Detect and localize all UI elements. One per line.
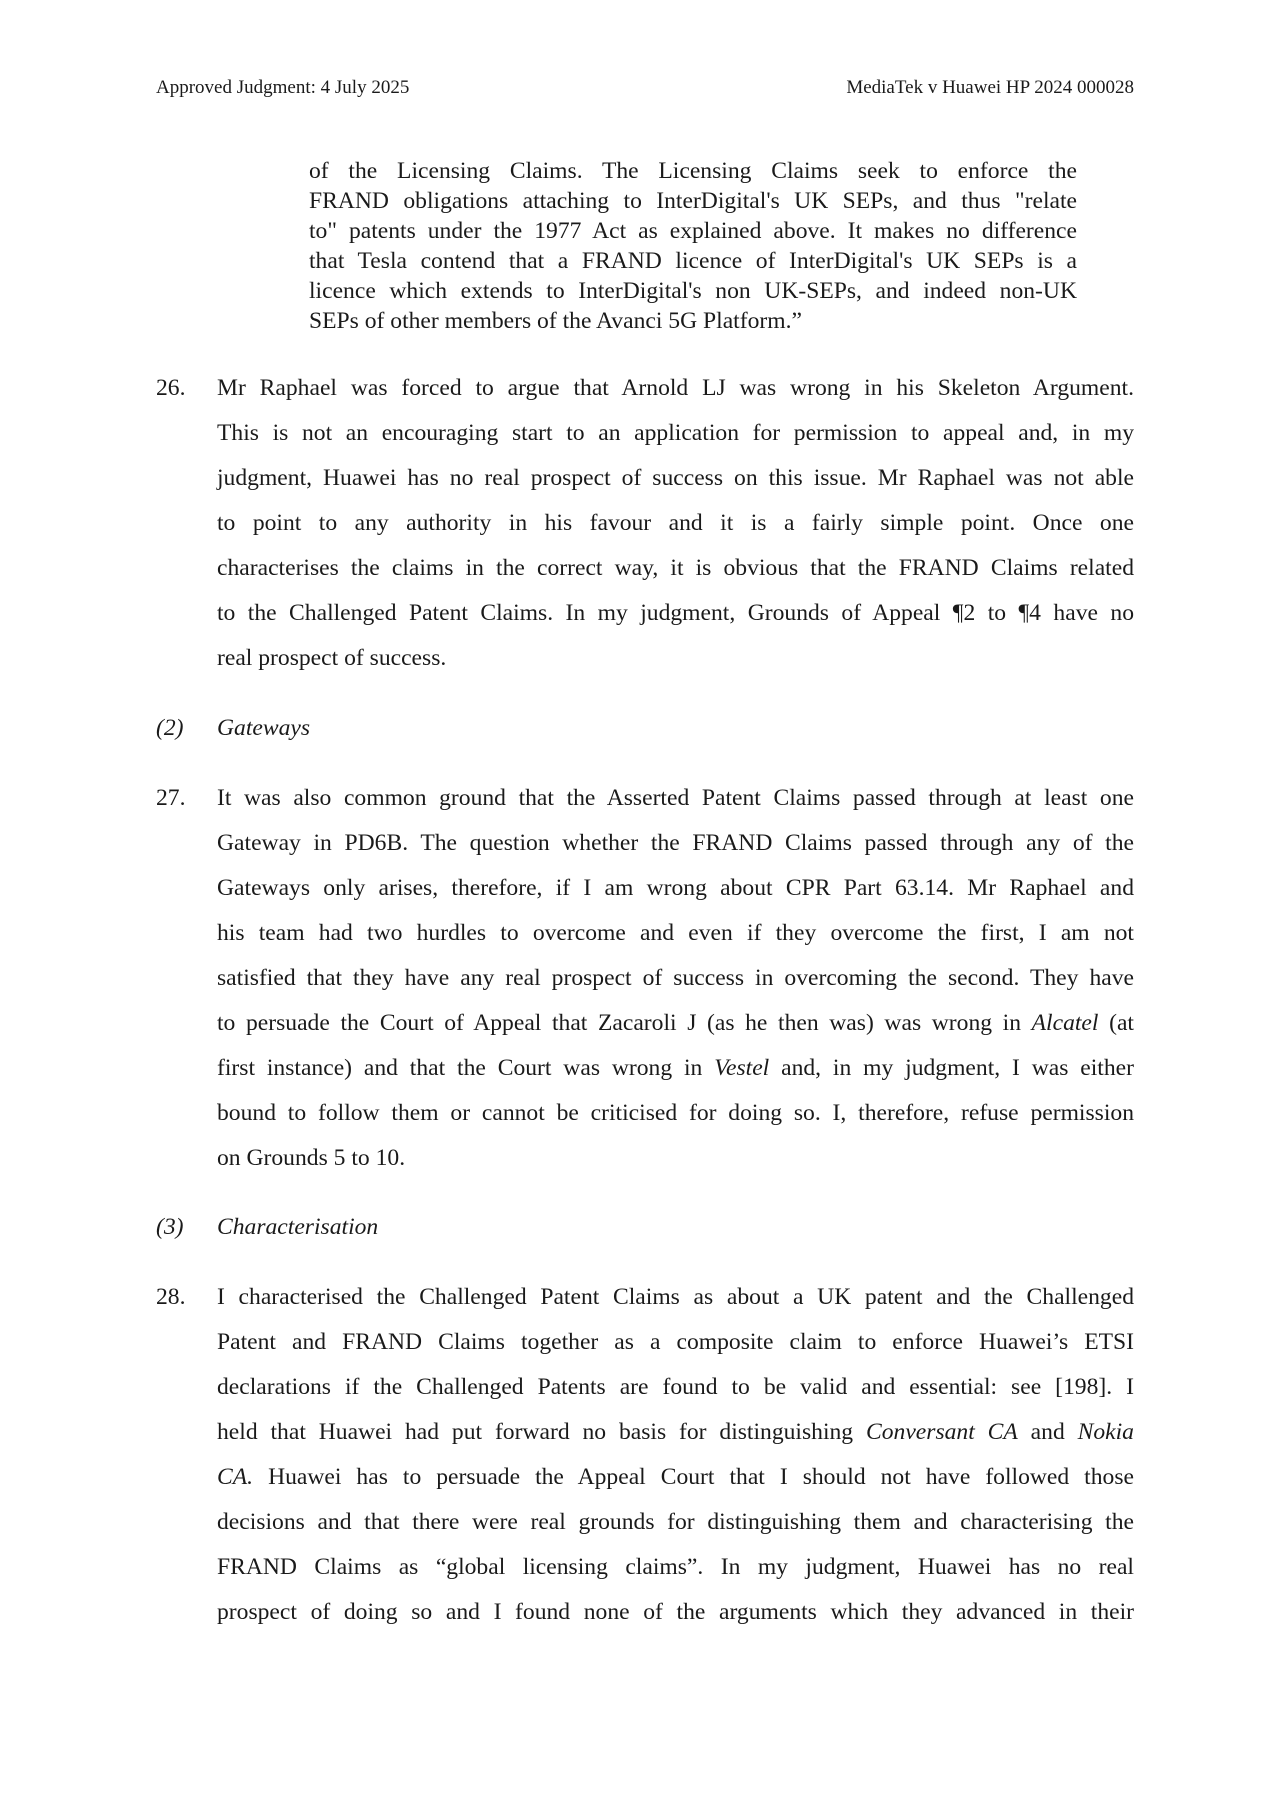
case-name: CA.	[217, 1464, 254, 1490]
paragraph-line: Gateway in PD6B. The question whether the FRAND Claims passed through any of the	[217, 830, 1134, 856]
text-run: and, in my judgment, I was either	[781, 1055, 1134, 1081]
case-name: Alcatel	[1031, 1010, 1099, 1036]
paragraph-line: FRAND Claims as “global licensing claims”. In my judgment, Huawei has no real	[217, 1554, 1134, 1580]
text-run: and	[1030, 1419, 1065, 1445]
paragraph-line: judgment, Huawei has no real prospect of success on this issue. Mr Raphael was not able	[217, 465, 1134, 491]
paragraph-line: Patent and FRAND Claims together as a composite claim to enforce Huawei’s ETSI	[217, 1329, 1134, 1355]
case-name: Conversant CA	[865, 1419, 1018, 1445]
paragraph-line: on Grounds 5 to 10.	[217, 1145, 406, 1171]
paragraph-line: decisions and that there were real grounds for distinguishing them and characterising the	[217, 1509, 1134, 1535]
paragraph-line: prospect of doing so and I found none of the arguments which they advanced in their	[217, 1599, 1134, 1625]
paragraph-line	[217, 1455, 1134, 1500]
paragraph-line: Gateways only arises, therefore, if I am wrong about CPR Part 63.14. Mr Raphael and	[217, 875, 1134, 901]
case-name: Nokia	[1077, 1419, 1134, 1445]
text-run: first instance) and that the Court was wrong in	[217, 1055, 703, 1081]
header-judgment-date: Approved Judgment: 4 July 2025	[156, 77, 410, 98]
paragraph-line: Mr Raphael was forced to argue that Arnold LJ was wrong in his Skeleton Argument.	[217, 375, 1134, 401]
text-run: (at	[1109, 1010, 1134, 1036]
quote-line: that Tesla contend that a FRAND licence of InterDigital's UK SEPs is a	[309, 248, 1077, 274]
paragraph-line	[217, 1410, 1134, 1455]
paragraph-body	[217, 776, 1134, 1181]
paragraph-line: This is not an encouraging start to an application for permission to appeal and, in my	[217, 420, 1134, 446]
paragraph-number: 27.	[156, 785, 186, 811]
text-run: Huawei has to persuade the Appeal Court that I should not have followed those	[268, 1464, 1134, 1490]
paragraph-line: I characterised the Challenged Patent Claims as about a UK patent and the Challenged	[217, 1284, 1134, 1310]
header-case-reference: MediaTek v Huawei HP 2024 000028	[846, 77, 1134, 98]
section-title: Characterisation	[217, 1214, 379, 1240]
quote-line: of the Licensing Claims. The Licensing Claims seek to enforce the	[309, 158, 1077, 184]
paragraph-line: satisfied that they have any real prospect of success in overcoming the second. They have	[217, 965, 1134, 991]
section-title: Gateways	[217, 715, 311, 741]
section-number: (3)	[156, 1214, 184, 1240]
paragraph-body	[217, 1275, 1134, 1635]
paragraph-line: It was also common ground that the Asserted Patent Claims passed through at least one	[217, 785, 1134, 811]
quote-line: FRAND obligations attaching to InterDigital's UK SEPs, and thus "relate	[309, 188, 1077, 214]
paragraph-line: declarations if the Challenged Patents are found to be valid and essential: see [198]. I	[217, 1374, 1134, 1400]
paragraph-line: bound to follow them or cannot be criticised for doing so. I, therefore, refuse permission	[217, 1100, 1134, 1126]
paragraph-line: real prospect of success.	[217, 645, 447, 671]
text-run: held that Huawei had put forward no basis for distinguishing	[217, 1419, 854, 1445]
paragraph-line	[217, 1001, 1134, 1046]
paragraph-body	[217, 366, 1134, 681]
quote-line: licence which extends to InterDigital's non UK-SEPs, and indeed non-UK	[309, 278, 1077, 304]
paragraph-line: to point to any authority in his favour and it is a fairly simple point. Once one	[217, 510, 1134, 536]
paragraph-line	[217, 1046, 1134, 1091]
case-name: Vestel	[714, 1055, 770, 1081]
text-run: to persuade the Court of Appeal that Zacaroli J (as he then was) was wrong in	[217, 1010, 1022, 1036]
paragraph-line: characterises the claims in the correct way, it is obvious that the FRAND Claims related	[217, 555, 1134, 581]
quoted-passage	[309, 156, 1077, 336]
paragraph-line: to the Challenged Patent Claims. In my judgment, Grounds of Appeal ¶2 to ¶4 have no	[217, 600, 1134, 626]
quote-line: to" patents under the 1977 Act as explained above. It makes no difference	[309, 218, 1077, 244]
paragraph-line: his team had two hurdles to overcome and even if they overcome the first, I am not	[217, 920, 1134, 946]
paragraph-number: 28.	[156, 1284, 186, 1310]
section-number: (2)	[156, 715, 184, 741]
paragraph-number: 26.	[156, 375, 186, 401]
quote-line: SEPs of other members of the Avanci 5G Platform.”	[309, 308, 802, 334]
